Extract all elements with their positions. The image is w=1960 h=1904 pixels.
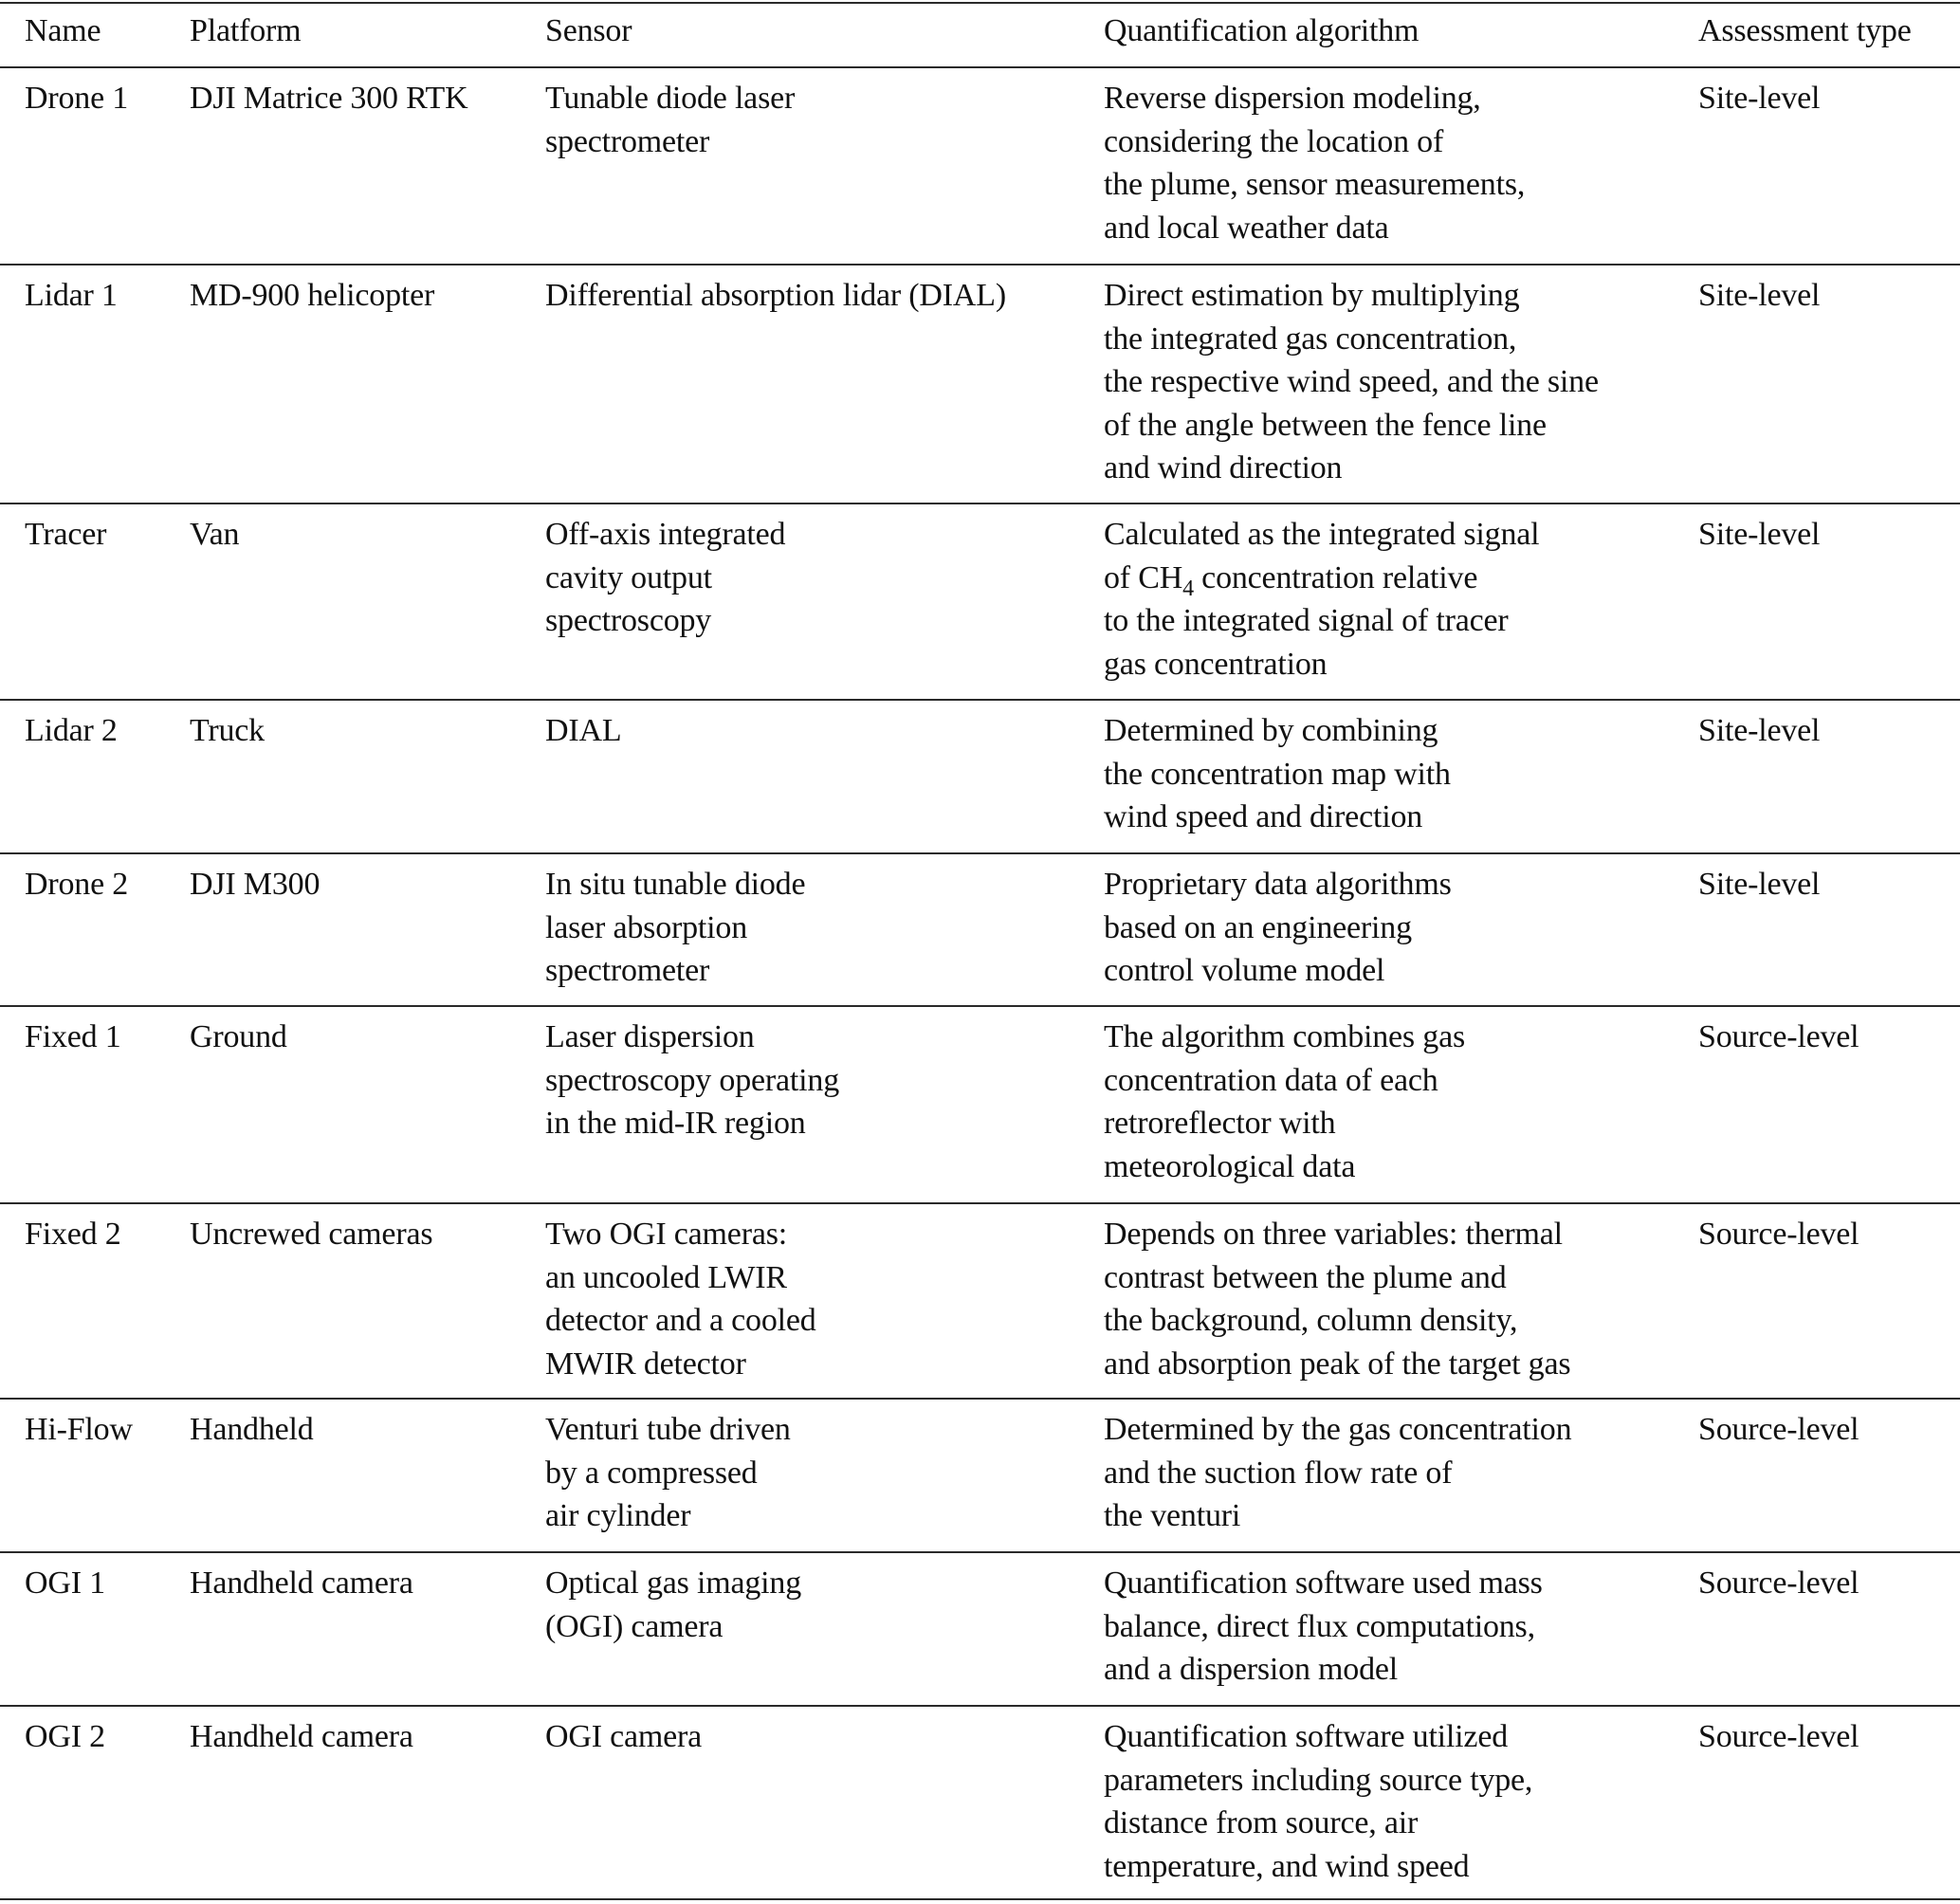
cell-line: air cylinder	[545, 1498, 691, 1533]
cell-name: Fixed 1	[25, 1019, 121, 1054]
cell-line: based on an engineering	[1104, 909, 1412, 945]
cell-name: OGI 1	[25, 1565, 105, 1601]
row-divider	[0, 1551, 1960, 1553]
cell-sensor	[545, 1715, 702, 1759]
cell-line: laser absorption	[545, 909, 748, 945]
cell-line: the integrated gas concentration,	[1104, 320, 1517, 357]
table-header-rule	[0, 66, 1960, 68]
cell-line: Tunable diode laser	[545, 81, 796, 116]
cell-assessment-type: Site-level	[1698, 713, 1821, 748]
cell-line: meteorological data	[1104, 1148, 1356, 1184]
cell-name: Hi-Flow	[25, 1412, 133, 1447]
cell-assessment-type: Site-level	[1698, 517, 1821, 552]
cell-line: spectroscopy	[545, 603, 712, 638]
cell-name: Lidar 1	[25, 278, 118, 313]
cell-platform: Handheld	[190, 1412, 314, 1447]
cell-line: spectrometer	[545, 123, 710, 159]
cell-line: OGI camera	[545, 1719, 703, 1754]
cell-line: the respective wind speed, and the sine	[1104, 364, 1599, 399]
cell-line: distance from source, air	[1104, 1805, 1419, 1840]
cell-quantification-algorithm	[1104, 513, 1539, 686]
cell-line: Venturi tube driven	[545, 1412, 791, 1447]
cell-line: In situ tunable diode	[545, 867, 806, 902]
cell-line: gas concentration	[1104, 646, 1328, 682]
cell-platform: Handheld camera	[190, 1719, 413, 1754]
cell-line: Determined by combining	[1104, 713, 1438, 748]
cell-line: of the angle between the fence line	[1104, 407, 1547, 443]
subscript: 4	[1182, 576, 1194, 601]
cell-line: detector and a cooled	[545, 1303, 816, 1338]
cell-line: considering the location of	[1104, 123, 1444, 159]
cell-quantification-algorithm	[1104, 1213, 1570, 1385]
cell-line: the concentration map with	[1104, 756, 1451, 792]
header-platform: Platform	[190, 13, 302, 48]
cell-line: DIAL	[545, 713, 622, 748]
cell-line: Laser dispersion	[545, 1019, 755, 1054]
row-divider	[0, 852, 1960, 854]
header-quantification-algorithm: Quantification algorithm	[1104, 13, 1420, 48]
row-divider	[0, 1202, 1960, 1204]
cell-sensor	[545, 1408, 791, 1538]
cell-line: Optical gas imaging	[545, 1565, 802, 1601]
header-assessment-type: Assessment type	[1698, 13, 1912, 48]
cell-line: Quantification software utilized	[1104, 1719, 1509, 1754]
cell-quantification-algorithm	[1104, 1016, 1465, 1188]
cell-assessment-type: Source-level	[1698, 1412, 1859, 1447]
cell-line: by a compressed	[545, 1455, 758, 1491]
cell-line: temperature, and wind speed	[1104, 1848, 1470, 1884]
cell-line: to the integrated signal of tracer	[1104, 603, 1509, 638]
cell-quantification-algorithm	[1104, 77, 1525, 249]
cell-quantification-algorithm	[1104, 1408, 1571, 1538]
cell-line: retroreflector with	[1104, 1106, 1336, 1141]
cell-quantification-algorithm	[1104, 709, 1451, 839]
cell-platform: Truck	[190, 713, 265, 748]
cell-quantification-algorithm	[1104, 274, 1599, 490]
cell-quantification-algorithm	[1104, 863, 1452, 993]
cell-name: OGI 2	[25, 1719, 105, 1754]
cell-assessment-type: Site-level	[1698, 867, 1821, 902]
cell-platform: Van	[190, 517, 240, 552]
row-divider	[0, 1705, 1960, 1707]
cell-line: Proprietary data algorithms	[1104, 867, 1452, 902]
cell-name: Fixed 2	[25, 1217, 121, 1252]
cell-line: concentration data of each	[1104, 1062, 1438, 1098]
cell-line: Depends on three variables: thermal	[1104, 1217, 1563, 1252]
cell-line: and wind direction	[1104, 450, 1343, 485]
cell-line: Differential absorption lidar (DIAL)	[545, 278, 1006, 313]
cell-line: Reverse dispersion modeling,	[1104, 81, 1481, 116]
cell-line: the background, column density,	[1104, 1303, 1518, 1338]
cell-line: Quantification software used mass	[1104, 1565, 1543, 1601]
cell-name: Drone 2	[25, 867, 129, 902]
cell-platform: DJI Matrice 300 RTK	[190, 81, 468, 116]
cell-quantification-algorithm	[1104, 1715, 1532, 1888]
cell-assessment-type: Site-level	[1698, 81, 1821, 116]
cell-line: contrast between the plume and	[1104, 1259, 1507, 1295]
cell-line: cavity output	[545, 559, 712, 595]
row-divider	[0, 1398, 1960, 1400]
cell-line: parameters including source type,	[1104, 1762, 1533, 1798]
cell-sensor	[545, 709, 621, 753]
cell-sensor	[545, 1213, 816, 1385]
cell-name: Lidar 2	[25, 713, 118, 748]
cell-sensor	[545, 863, 805, 993]
cell-line: balance, direct flux computations,	[1104, 1608, 1535, 1644]
cell-line: an uncooled LWIR	[545, 1259, 787, 1295]
cell-line: Two OGI cameras:	[545, 1217, 787, 1252]
cell-platform: Ground	[190, 1019, 287, 1054]
cell-assessment-type: Source-level	[1698, 1719, 1859, 1754]
cell-line: and absorption peak of the target gas	[1104, 1346, 1571, 1382]
row-divider	[0, 264, 1960, 265]
cell-name: Drone 1	[25, 81, 129, 116]
cell-line: wind speed and direction	[1104, 799, 1423, 834]
cell-line: Off-axis integrated	[545, 517, 786, 552]
cell-line: spectroscopy operating	[545, 1062, 840, 1098]
row-divider	[0, 699, 1960, 701]
cell-line: the plume, sensor measurements,	[1104, 167, 1526, 202]
cell-line: spectrometer	[545, 953, 710, 988]
cell-line: control volume model	[1104, 953, 1385, 988]
row-divider	[0, 1005, 1960, 1007]
table-bottom-rule	[0, 1898, 1960, 1900]
cell-line: and local weather data	[1104, 210, 1389, 246]
cell-line: the venturi	[1104, 1498, 1241, 1533]
cell-platform: Handheld camera	[190, 1565, 413, 1601]
cell-sensor	[545, 1562, 801, 1648]
cell-platform: MD-900 helicopter	[190, 278, 435, 313]
cell-line: in the mid-IR region	[545, 1106, 806, 1141]
row-divider	[0, 503, 1960, 504]
cell-line: Determined by the gas concentration	[1104, 1412, 1572, 1447]
cell-assessment-type: Source-level	[1698, 1019, 1859, 1054]
cell-platform: Uncrewed cameras	[190, 1217, 433, 1252]
cell-platform: DJI M300	[190, 867, 321, 902]
cell-sensor	[545, 513, 785, 643]
cell-line: of $CH_4$ concentration relative	[1104, 559, 1478, 601]
cell-line: MWIR detector	[545, 1346, 746, 1382]
cell-name: Tracer	[25, 517, 107, 552]
cell-assessment-type: Site-level	[1698, 278, 1821, 313]
cell-line: The algorithm combines gas	[1104, 1019, 1465, 1054]
cell-assessment-type: Source-level	[1698, 1217, 1859, 1252]
cell-sensor	[545, 77, 795, 163]
header-sensor: Sensor	[545, 13, 632, 48]
cell-line: and the suction flow rate of	[1104, 1455, 1453, 1491]
cell-sensor	[545, 274, 1006, 318]
cell-line: and a dispersion model	[1104, 1652, 1399, 1687]
header-name: Name	[25, 13, 101, 48]
cell-assessment-type: Source-level	[1698, 1565, 1859, 1601]
cell-sensor	[545, 1016, 839, 1145]
table-top-rule	[0, 2, 1960, 4]
cell-quantification-algorithm	[1104, 1562, 1543, 1692]
cell-line: (OGI) camera	[545, 1608, 724, 1644]
cell-line: Calculated as the integrated signal	[1104, 517, 1540, 552]
cell-line: Direct estimation by multiplying	[1104, 278, 1520, 313]
